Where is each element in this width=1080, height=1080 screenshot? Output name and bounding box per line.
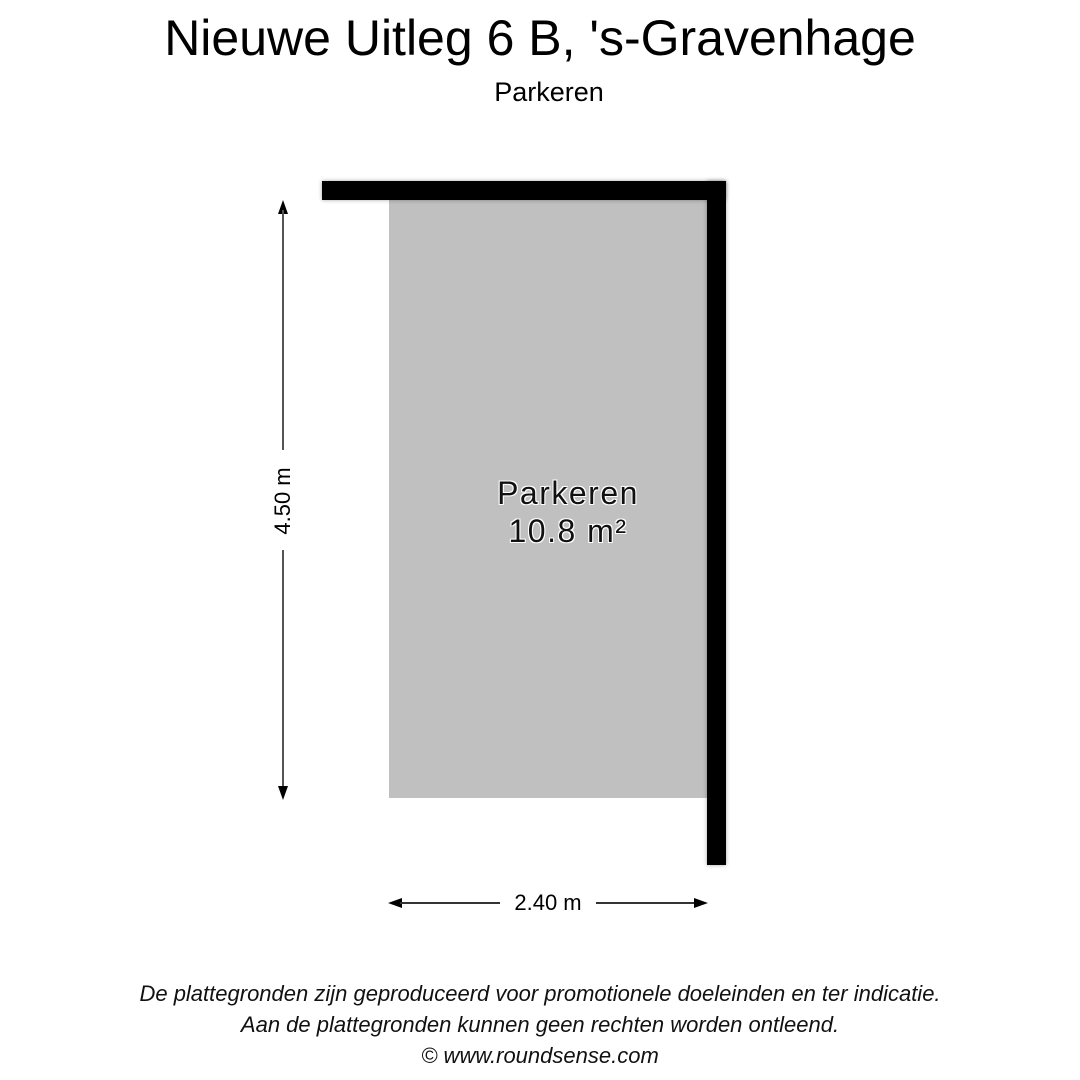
arrow-down-icon — [278, 786, 288, 800]
dimension-line — [282, 210, 284, 450]
dimension-height-label: 4.50 m — [270, 467, 295, 535]
copyright-link: © www.roundsense.com — [421, 1043, 659, 1068]
dimension-line — [400, 902, 500, 904]
page-title: Nieuwe Uitleg 6 B, 's-Gravenhage — [164, 10, 916, 66]
arrow-right-icon — [694, 898, 708, 908]
room-name: Parkeren — [497, 475, 639, 511]
disclaimer-line-2: Aan de plattegronden kunnen geen rechten worden ontleend. — [240, 1012, 840, 1037]
room-area: 10.8 m² — [508, 513, 628, 549]
disclaimer-line-1: De plattegronden zijn geproduceerd voor promotionele doeleinden en ter indicatie. — [139, 981, 941, 1006]
room-label — [389, 474, 747, 550]
dimension-width-label: 2.40 m — [514, 890, 582, 915]
dimension-line — [596, 902, 696, 904]
dimension-line — [282, 550, 284, 790]
wall-top — [322, 181, 726, 200]
floor-subtitle: Parkeren — [494, 77, 604, 107]
